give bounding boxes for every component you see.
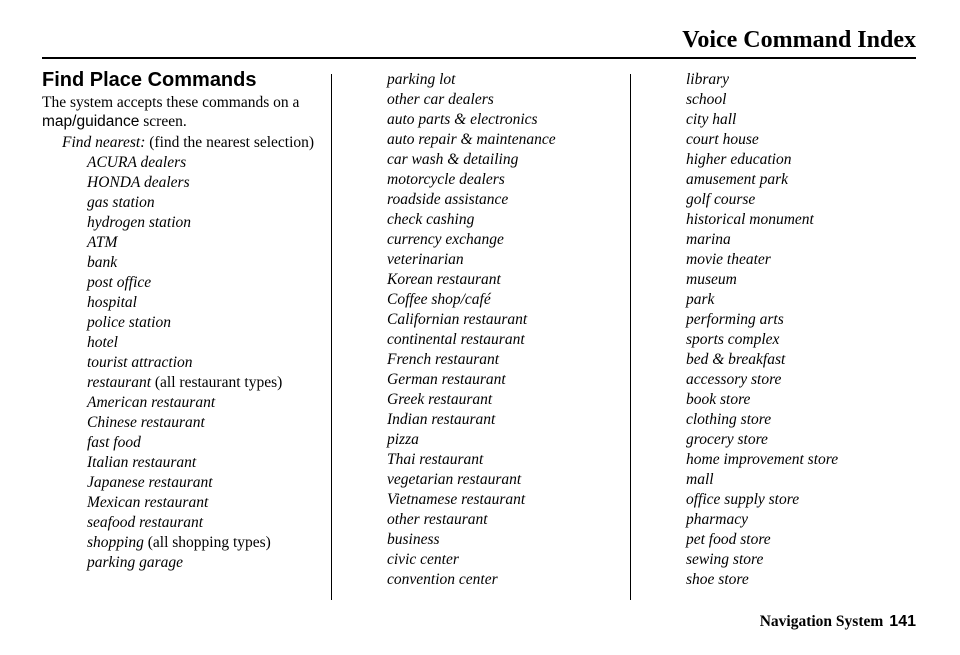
command-list-2 — [387, 70, 627, 590]
column-1 — [42, 68, 320, 573]
intro-after: screen. — [139, 113, 187, 130]
column-3 — [686, 70, 926, 590]
command-item — [87, 193, 320, 213]
command-item: sewing store — [686, 551, 764, 568]
command-item: roadside assistance — [387, 191, 509, 208]
header-rule — [42, 57, 916, 59]
command-item: book store — [686, 391, 751, 408]
command-item: pet food store — [686, 531, 771, 548]
command-item: sports complex — [686, 331, 780, 348]
command-item — [87, 253, 320, 273]
find-nearest-lead — [62, 133, 320, 152]
command-item: court house — [686, 131, 759, 148]
command-item: continental restaurant — [387, 331, 525, 348]
command-item: higher education — [686, 151, 792, 168]
command-text: restaurant — [87, 374, 152, 391]
command-item: shoe store — [686, 571, 749, 588]
command-item: motorcycle dealers — [387, 171, 505, 188]
command-text: Chinese restaurant — [87, 414, 205, 431]
command-item: park — [686, 291, 715, 308]
column-2 — [387, 70, 627, 590]
command-item — [87, 233, 320, 253]
command-item: home improvement store — [686, 451, 839, 468]
command-item: pizza — [387, 431, 419, 448]
command-text: seafood restaurant — [87, 514, 204, 531]
command-item: veterinarian — [387, 251, 464, 268]
command-item: mall — [686, 471, 714, 488]
command-text: Japanese restaurant — [87, 474, 213, 491]
command-item: Greek restaurant — [387, 391, 493, 408]
command-text: parking garage — [87, 554, 184, 571]
command-item — [87, 513, 320, 533]
command-text: ACURA dealers — [87, 154, 187, 171]
command-text: hotel — [87, 334, 118, 351]
command-item — [87, 453, 320, 473]
command-item: Californian restaurant — [387, 311, 528, 328]
command-text: post office — [87, 274, 152, 291]
column-divider — [630, 74, 631, 600]
command-item: other car dealers — [387, 91, 494, 108]
command-item: pharmacy — [686, 511, 748, 528]
command-text: hospital — [87, 294, 137, 311]
page-footer — [760, 613, 916, 631]
command-list-1 — [87, 153, 320, 573]
column-divider — [331, 74, 332, 600]
intro-link: map/guidance — [42, 113, 140, 130]
command-item: historical monument — [686, 211, 814, 228]
command-item — [87, 533, 320, 553]
command-item — [87, 393, 320, 413]
command-item — [87, 173, 320, 193]
command-text: ATM — [87, 234, 118, 251]
command-item — [87, 353, 320, 373]
command-item: movie theater — [686, 251, 771, 268]
command-item: auto repair & maintenance — [387, 131, 556, 148]
command-item — [87, 333, 320, 353]
command-item — [87, 293, 320, 313]
page-number: 141 — [889, 613, 916, 630]
command-text: American restaurant — [87, 394, 216, 411]
command-item: other restaurant — [387, 511, 488, 528]
command-note: (all shopping types) — [143, 534, 271, 551]
command-text: HONDA dealers — [87, 174, 190, 191]
command-text: shopping — [87, 534, 144, 551]
intro-text — [42, 93, 320, 131]
command-item — [87, 433, 320, 453]
command-item — [87, 273, 320, 293]
command-item — [87, 553, 320, 573]
command-item — [87, 313, 320, 333]
command-text: Mexican restaurant — [87, 494, 209, 511]
command-item: Indian restaurant — [387, 411, 496, 428]
command-item: parking lot — [387, 71, 456, 88]
command-item: currency exchange — [387, 231, 504, 248]
command-item: vegetarian restaurant — [387, 471, 522, 488]
command-item: golf course — [686, 191, 756, 208]
command-item: Thai restaurant — [387, 451, 484, 468]
command-item: clothing store — [686, 411, 772, 428]
command-item: Coffee shop/café — [387, 291, 491, 308]
command-text: gas station — [87, 194, 155, 211]
command-item: bed & breakfast — [686, 351, 786, 368]
command-item: civic center — [387, 551, 459, 568]
command-text: Italian restaurant — [87, 454, 197, 471]
command-item: performing arts — [686, 311, 784, 328]
command-item: marina — [686, 231, 731, 248]
lead-italic: Find nearest: — [62, 134, 146, 151]
command-text: fast food — [87, 434, 141, 451]
command-item: library — [686, 71, 730, 88]
command-item: French restaurant — [387, 351, 500, 368]
command-text: police station — [87, 314, 171, 331]
command-item: check cashing — [387, 211, 475, 228]
command-text: bank — [87, 254, 118, 271]
command-item — [87, 373, 320, 393]
section-title: Find Place Commands — [42, 69, 257, 91]
command-item: amusement park — [686, 171, 789, 188]
command-item: German restaurant — [387, 371, 506, 388]
command-note: (all restaurant types) — [151, 374, 283, 391]
command-item — [87, 413, 320, 433]
lead-normal: (find the nearest selection) — [145, 134, 315, 151]
footer-label: Navigation System — [759, 613, 884, 630]
command-item: Vietnamese restaurant — [387, 491, 526, 508]
command-item — [87, 473, 320, 493]
command-item: office supply store — [686, 491, 800, 508]
command-item — [87, 213, 320, 233]
command-item — [87, 153, 320, 173]
command-list-3 — [686, 70, 926, 590]
command-item — [87, 493, 320, 513]
page-title: Voice Command Index — [682, 27, 916, 53]
command-item: business — [387, 531, 440, 548]
command-item: auto parts & electronics — [387, 111, 538, 128]
command-item: grocery store — [686, 431, 768, 448]
command-text: hydrogen station — [87, 214, 192, 231]
command-item: Korean restaurant — [387, 271, 501, 288]
command-item: accessory store — [686, 371, 782, 388]
command-item: car wash & detailing — [387, 151, 519, 168]
command-item: convention center — [387, 571, 498, 588]
command-text: tourist attraction — [87, 354, 193, 371]
command-item: museum — [686, 271, 737, 288]
intro-before: The system accepts these commands on a — [42, 94, 300, 111]
command-item: school — [686, 91, 727, 108]
command-item: city hall — [686, 111, 737, 128]
